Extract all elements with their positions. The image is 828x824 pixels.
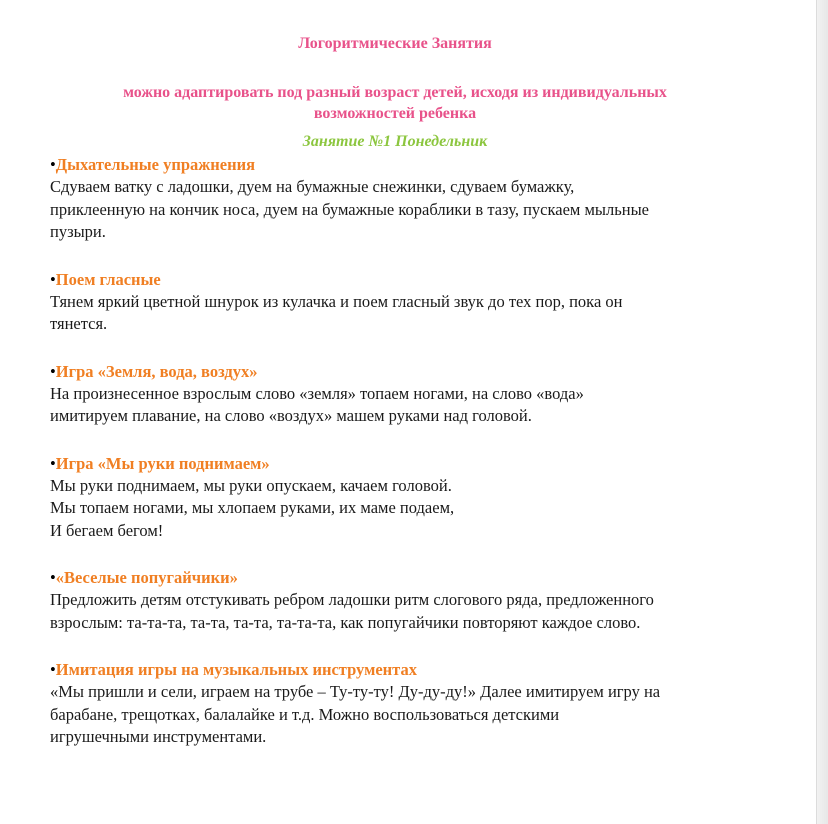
section-body — [50, 589, 770, 634]
bullet-marker: • — [50, 453, 56, 473]
sections-list — [50, 153, 770, 773]
section-heading — [50, 153, 770, 176]
section-text-line: Тянем яркий цветной шнурок из кулачка и поем гласный звук до тех пор, пока он — [50, 291, 623, 311]
section-text-line: пузыри. — [50, 222, 106, 241]
section-text-line: барабане, трещотках, балалайке и т.д. Можно воспользоваться детскими — [50, 704, 560, 724]
section-text-line: тянется. — [50, 314, 108, 333]
section-body — [50, 475, 770, 543]
section-heading — [50, 360, 770, 383]
section-heading-text: Игра «Мы руки поднимаем» — [55, 453, 270, 473]
section-heading — [50, 268, 770, 291]
bullet-marker: • — [50, 568, 56, 587]
bullet-marker: • — [50, 361, 56, 381]
section-body — [50, 681, 770, 749]
section-text-line: приклеенную на кончик носа, дуем на бумажные кораблики в тазу, пускаем мыльные — [50, 199, 649, 219]
section-body — [50, 383, 770, 428]
section — [50, 658, 770, 749]
section-text-line: Сдуваем ватку с ладошки, дуем на бумажные снежинки, сдуваем бумажку, — [50, 177, 575, 196]
section-text-line: Предложить детям отстукивать ребром ладошки ритм слогового ряда, предложенного — [50, 590, 654, 609]
section — [50, 360, 770, 428]
subtitle-line: можно адаптировать под разный возраст детей, исходя из индивидуальных — [123, 84, 667, 101]
section-text-line: Мы топаем ногами, мы хлопаем руками, их маме подаем, — [50, 498, 455, 517]
subtitle-line: возможностей ребенка — [313, 105, 477, 122]
section-text-line: взрослым: та-та-та, та-та, та-та, та-та-та, как попугайчики повторяют каждое слово. — [50, 612, 641, 632]
section-text-line: И бегаем бегом! — [50, 520, 164, 540]
section — [50, 153, 770, 244]
bullet-marker: • — [50, 269, 56, 289]
section-text-line: «Мы пришли и сели, играем на трубе – Ту-ту-ту! Ду-ду-ду!» Далее имитируем игру на — [50, 682, 661, 701]
section-text-line: На произнесенное взрослым слово «земля» топаем ногами, на слово «вода» — [50, 383, 584, 403]
section-heading-text: Дыхательные упражнения — [55, 155, 256, 174]
section-body — [50, 291, 770, 336]
page-edge — [816, 0, 828, 824]
section-heading — [50, 452, 770, 475]
section — [50, 452, 770, 543]
lesson-heading: Занятие №1 Понедельник — [302, 133, 488, 150]
document-title: Логоритмические Занятия — [298, 35, 492, 52]
section-text-line: Мы руки поднимаем, мы руки опускаем, качаем головой. — [50, 475, 452, 495]
section-text-line: игрушечными инструментами. — [50, 727, 267, 746]
section-heading-text: «Веселые попугайчики» — [55, 568, 238, 587]
section-text-line: имитируем плавание, на слово «воздух» машем руками над головой. — [50, 406, 532, 425]
section-heading-text: Игра «Земля, вода, воздух» — [55, 361, 258, 381]
section-heading-text: Поем гласные — [55, 269, 161, 289]
bullet-marker: • — [50, 660, 56, 679]
section — [50, 268, 770, 336]
section-heading — [50, 566, 770, 589]
document-subtitle — [0, 82, 790, 124]
section-heading — [50, 658, 770, 681]
bullet-marker: • — [50, 155, 56, 174]
section-heading-text: Имитация игры на музыкальных инструментах — [55, 660, 417, 679]
section — [50, 566, 770, 634]
section-body — [50, 176, 770, 244]
